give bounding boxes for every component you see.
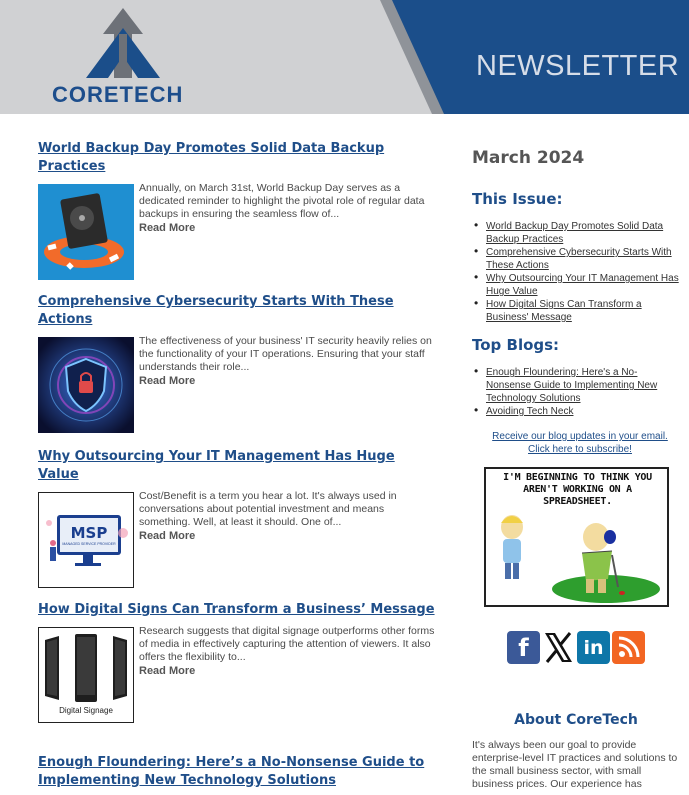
msp-subtext: MANAGED SERVICE PROVIDER <box>62 542 116 546</box>
list-item <box>472 405 682 418</box>
newsletter-header <box>0 0 689 114</box>
security-shield-image[interactable] <box>38 337 134 433</box>
about-text: It's always been our goal to provide enterprise-level IT practices and solutions to the small business sector, with small business prices. Our experience has <box>472 739 678 790</box>
article-5 <box>38 754 438 790</box>
comic-strip[interactable] <box>484 467 669 607</box>
list-item <box>472 366 682 405</box>
digital-signage-caption: Digital Signage <box>59 706 113 715</box>
this-issue-link[interactable]: Why Outsourcing Your IT Management Has Huge Value <box>486 273 679 297</box>
article-body <box>38 492 438 588</box>
read-more-link[interactable]: Read More <box>139 530 196 542</box>
article-3 <box>38 448 438 588</box>
article-title[interactable]: Comprehensive Cybersecurity Starts With These Actions <box>38 294 394 327</box>
read-more-link[interactable]: Read More <box>139 375 196 387</box>
about-heading: About CoreTech <box>514 712 638 728</box>
digital-signage-image[interactable] <box>38 627 134 723</box>
this-issue-heading: This Issue: <box>472 190 563 208</box>
this-issue-link[interactable]: World Backup Day Promotes Solid Data Backup Practices <box>486 221 664 245</box>
read-more-link[interactable]: Read More <box>139 665 196 677</box>
article-excerpt: Cost/Benefit is a term you hear a lot. It's always used in conversations about potential investment and means something. Well, at least it should. One of... Read More <box>139 490 435 543</box>
article-body <box>38 184 438 280</box>
msp-text: MSP <box>70 524 108 542</box>
rss-icon[interactable] <box>612 631 645 664</box>
article-title[interactable]: How Digital Signs Can Transform a Business’ Message <box>38 602 435 617</box>
article-4 <box>38 601 438 723</box>
article-title[interactable]: Why Outsourcing Your IT Management Has Huge Value <box>38 449 395 482</box>
subscribe-block <box>480 430 680 456</box>
hard-drive-life-ring-image[interactable] <box>38 184 134 280</box>
read-more-link[interactable]: Read More <box>139 222 196 234</box>
article-1 <box>38 140 438 280</box>
article-title[interactable]: Enough Floundering: Here’s a No-Nonsense Guide to Implementing New Technology Solutions <box>38 755 425 788</box>
comic-caption: I'M BEGINNING TO THINK YOU AREN'T WORKING ON A SPREADSHEET. <box>503 472 652 507</box>
top-blog-link[interactable]: Avoiding Tech Neck <box>486 406 574 417</box>
list-item <box>472 220 682 246</box>
list-item <box>472 298 682 324</box>
logo-text: CORETECH <box>52 82 184 107</box>
top-blogs-list <box>472 366 682 418</box>
article-title[interactable]: World Backup Day Promotes Solid Data Backup Practices <box>38 141 385 174</box>
article-excerpt: The effectiveness of your business' IT security heavily relies on the functionality of your IT operations. Ensuring that your staff understands their role... Read More <box>139 335 435 388</box>
this-issue-link[interactable]: Comprehensive Cybersecurity Starts With These Actions <box>486 247 672 271</box>
top-blogs-heading: Top Blogs: <box>472 336 560 354</box>
this-issue-link[interactable]: How Digital Signs Can Transform a Business' Message <box>486 299 642 323</box>
newsletter-title: NEWSLETTER <box>476 50 680 82</box>
top-blog-link[interactable]: Enough Floundering: Here's a No-Nonsense Guide to Implementing New Technology Solutions <box>486 367 658 404</box>
article-excerpt: Annually, on March 31st, World Backup Day serves as a dedicated reminder to highlight the pivotal role of regular data backups in ensuring the seamless flow of... Read More <box>139 182 435 235</box>
this-issue-list <box>472 220 682 324</box>
subscribe-link[interactable]: Click here to subscribe! <box>528 444 632 455</box>
article-body <box>38 337 438 433</box>
article-excerpt: Research suggests that digital signage outperforms other forms of media in effectively capturing the attention of viewers. It also offers the flexibility to... Read More <box>139 625 435 677</box>
coretech-logo-icon <box>80 8 166 82</box>
facebook-icon[interactable]: f <box>507 631 540 664</box>
article-2 <box>38 293 438 433</box>
list-item <box>472 246 682 272</box>
linkedin-icon[interactable]: in <box>577 631 610 664</box>
x-icon[interactable] <box>542 631 575 664</box>
subscribe-text-link[interactable]: Receive our blog updates in your email. <box>492 431 668 442</box>
article-body <box>38 627 438 723</box>
msp-monitor-image[interactable] <box>38 492 134 588</box>
list-item <box>472 272 682 298</box>
issue-month: March 2024 <box>472 148 585 168</box>
